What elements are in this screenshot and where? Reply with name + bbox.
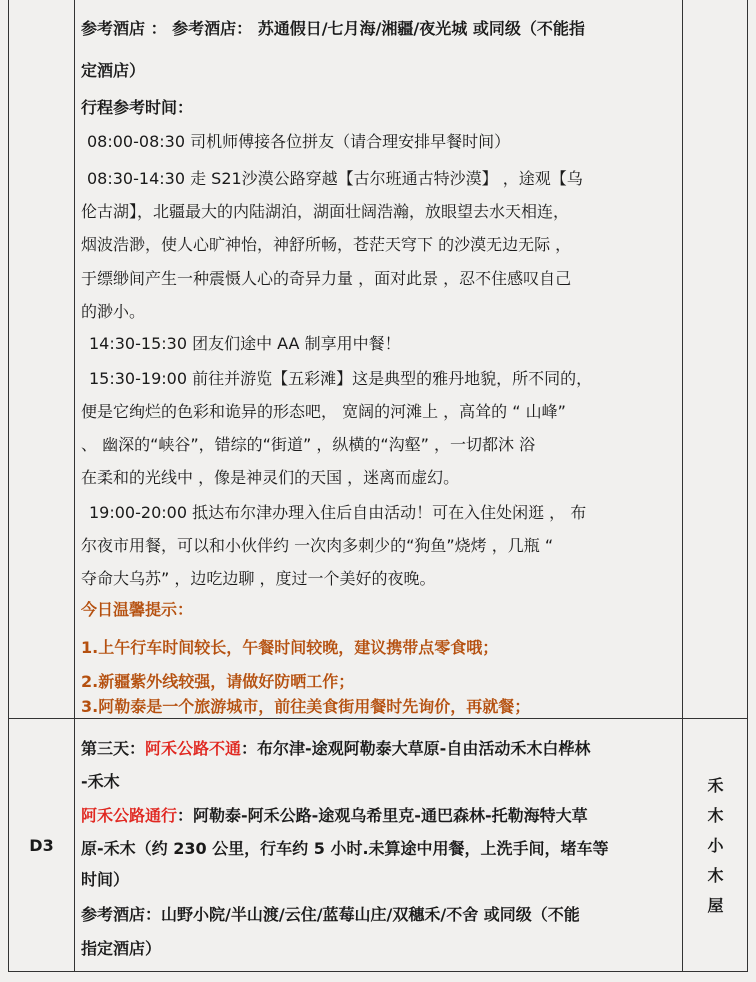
route-text: ：布尔津-途观阿勒泰大草原-自由活动禾木白桦林 [241, 739, 591, 758]
hotel-cell [682, 0, 748, 718]
route-line: -禾木 [81, 772, 120, 791]
itinerary-table [8, 0, 748, 972]
hotel-reference-line: 参考酒店 ： 参考酒店： 苏通假日/七月海/湘疆/夜光城 或同级（不能指 [81, 19, 585, 38]
schedule-line: 、 幽深的“峡谷”，错综的“街道” ，纵横的“沟壑” ，一切都沐 浴 [81, 435, 536, 454]
route-line: 原-禾木（约 230 公里，行车约 5 小时.未算途中用餐，上洗手间，堵车等 [81, 839, 609, 858]
stay-label: 禾木小木屋 [707, 775, 724, 915]
hotel-reference-line: 定酒店） [81, 61, 146, 80]
tip-item: 3.阿勒泰是一个旅游城市，前往美食街用餐时先询价，再就餐； [81, 697, 531, 716]
hotel-reference-line: 指定酒店） [81, 939, 162, 958]
route-text: ：阿勒泰-阿禾公路-途观乌希里克-通巴森林-托勒海特大草 [177, 806, 588, 825]
road-open-label: 阿禾公路通行 [81, 806, 178, 825]
schedule-line: 在柔和的光线中 ，像是神灵们的天国 ，迷离而虚幻。 [81, 468, 460, 487]
schedule-line: 15:30-19:00 前往并游览【五彩滩】这是典型的雅丹地貌，所不同的， [89, 369, 593, 388]
itinerary-cell [75, 719, 682, 972]
table-row-day3 [9, 718, 747, 972]
day-cell [9, 719, 75, 972]
day-cell [9, 0, 75, 718]
tips-title: 今日温馨提示： [81, 600, 194, 619]
hotel-reference-line: 参考酒店：山野小院/半山渡/云住/蓝莓山庄/双穗禾/不舍 或同级（不能 [81, 905, 580, 924]
day-title: 第三天： [81, 739, 146, 758]
route-line [81, 738, 590, 760]
schedule-line: 便是它绚烂的色彩和诡异的形态吧， 宽阔的河滩上 ，高耸的 “ 山峰” [81, 402, 566, 421]
schedule-line: 烟波浩渺，使人心旷神怡，神舒所畅，苍茫天穹下 的沙漠无边无际 ， [81, 235, 572, 254]
schedule-line: 尔夜市用餐，可以和小伙伴约 一次肉多刺少的“狗鱼”烧烤 ，几瓶 “ [81, 536, 554, 555]
schedule-line: 伦古湖】，北疆最大的内陆湖泊，湖面壮阔浩瀚，放眼望去水天相连， [81, 202, 570, 221]
schedule-line: 的渺小。 [81, 302, 146, 321]
tip-item: 1.上午行车时间较长，午餐时间较晚，建议携带点零食哦； [81, 638, 499, 657]
hotel-cell [682, 719, 748, 972]
table-row-day2 [9, 0, 747, 718]
route-line: 时间） [81, 870, 130, 889]
route-line [81, 805, 588, 827]
schedule-line: 19:00-20:00 抵达布尔津办理入住后自由活动！可在入住处闲逛 ， 布 [89, 503, 587, 522]
day-label: D3 [29, 836, 54, 855]
schedule-line: 08:00-08:30 司机师傅接各位拼友（请合理安排早餐时间） [87, 132, 511, 151]
schedule-line: 于缥缈间产生一种震慑人心的奇异力量 ，面对此景 ，忍不住感叹自己 [81, 269, 572, 288]
tip-item: 2.新疆紫外线较强，请做好防晒工作； [81, 672, 355, 691]
road-closed-label: 阿禾公路不通 [145, 739, 242, 758]
schedule-line: 夺命大乌苏” ，边吃边聊 ，度过一个美好的夜晚。 [81, 569, 436, 588]
schedule-line: 08:30-14:30 走 S21沙漠公路穿越【古尔班通古特沙漠】 ，途观【乌 [87, 169, 583, 188]
itinerary-cell [75, 0, 682, 718]
schedule-title: 行程参考时间： [81, 98, 194, 117]
schedule-line: 14:30-15:30 团友们途中 AA 制享用中餐！ [89, 334, 401, 353]
